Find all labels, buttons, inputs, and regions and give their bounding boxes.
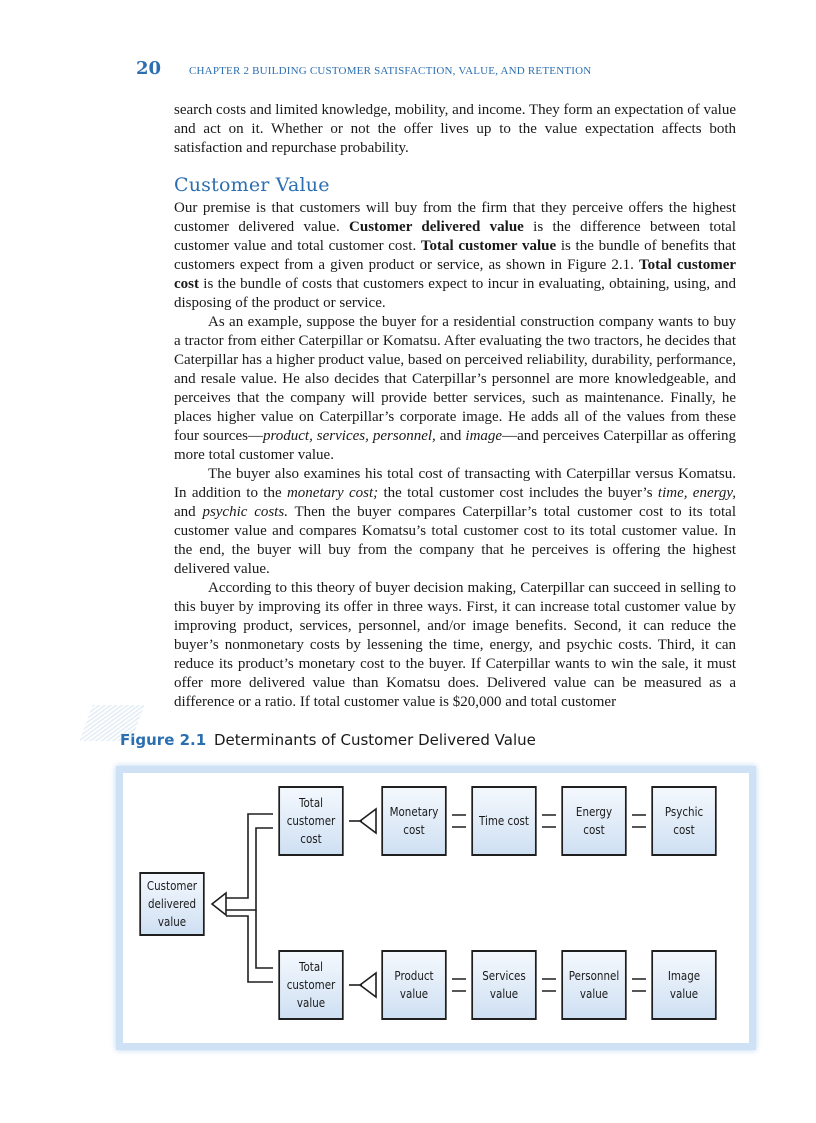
page-number: 20 [136, 58, 162, 79]
box-image-value: Image value [651, 950, 716, 1020]
running-head: CHAPTER 2 BUILDING CUSTOMER SATISFACTION, VALUE, AND RETENTION [189, 65, 592, 77]
box-time-cost: Time cost [471, 786, 536, 856]
delivered-arrow [212, 893, 226, 915]
box-services-value: Services value [471, 950, 536, 1020]
term-customer-delivered-value: Customer delivered value [349, 219, 524, 235]
value-arrow-head [360, 973, 376, 997]
cost-arrow-head [360, 809, 376, 833]
box-customer-delivered-value: Customer delivered value [139, 872, 204, 936]
figure-title: Determinants of Customer Delivered Value [214, 731, 536, 749]
paragraph-3: The buyer also examines his total cost of transacting with Caterpillar versus Komatsu. In addition to the monetary cost; the total customer cost includes the buyer’s time, energy, and psychic costs. Then the buyer compares Caterpillar’s total customer cost to its total customer value and compares Komatsu’s total customer cost to its total customer value. In the end, the buyer will buy from the company that he perceives is offering the highest delivered value. [174, 466, 736, 577]
section-heading: Customer Value [174, 174, 330, 196]
figure-label: Figure 2.1 [120, 731, 207, 749]
box-monetary-cost: Monetary cost [381, 786, 446, 856]
box-energy-cost: Energy cost [561, 786, 626, 856]
box-psychic-cost: Psychic cost [651, 786, 716, 856]
paragraph-2: As an example, suppose the buyer for a residential construction company wants to buy a tractor from either Caterpillar or Komatsu. After evaluating the two tractors, he decides that Caterpillar has a higher product value, based on perceived reliability, durability, performance, and resale value. He also decides that Caterpillar’s personnel are more knowledgeable, and perceives that the company will provide better services, such as maintenance. Finally, he places higher value on Caterpillar’s corporate image. He adds all of the values from these four sources—product, services, personnel, and image—and perceives Caterpillar as offering more total customer value. [174, 314, 736, 463]
box-personnel-value: Personnel value [561, 950, 626, 1020]
term-total-customer-cost: Total customer cost [174, 257, 737, 292]
paragraph-4: According to this theory of buyer decision making, Caterpillar can succeed in selling to this buyer by improving its offer in three ways. First, it can increase total customer value by improving product, services, personnel, and/or image benefits. Second, it can reduce the buyer’s nonmonetary costs by lessening the time, energy, and psychic costs. Third, it can reduce its product’s monetary cost to the buyer. If Caterpillar wants to win the sale, it must offer more delivered value than Komatsu does. Delivered value can be measured as a difference or a ratio. If total customer value is $20,000 and total customer [174, 580, 736, 710]
box-total-customer-value: Total customer value [278, 950, 343, 1020]
paragraph-1: Our premise is that customers will buy from the firm that they perceive offers the highest customer delivered value. Customer delivered value is the difference between total customer value and total customer cost. Total customer value is the bundle of benefits that customers expect from a given product or service, as shown in Figure 2.1. Total customer cost is the bundle of costs that customers expect to incur in evaluating, obtaining, using, and disposing of the product or service. [174, 200, 737, 311]
term-total-customer-value: Total customer value [420, 238, 557, 254]
box-product-value: Product value [381, 950, 446, 1020]
box-total-customer-cost: Total customer cost [278, 786, 343, 856]
intro-paragraph: search costs and limited knowledge, mobility, and income. They form an expectation of value and act on it. Whether or not the offer lives up to the value expectation affects both satisfaction and repurchase probability. [174, 102, 736, 156]
